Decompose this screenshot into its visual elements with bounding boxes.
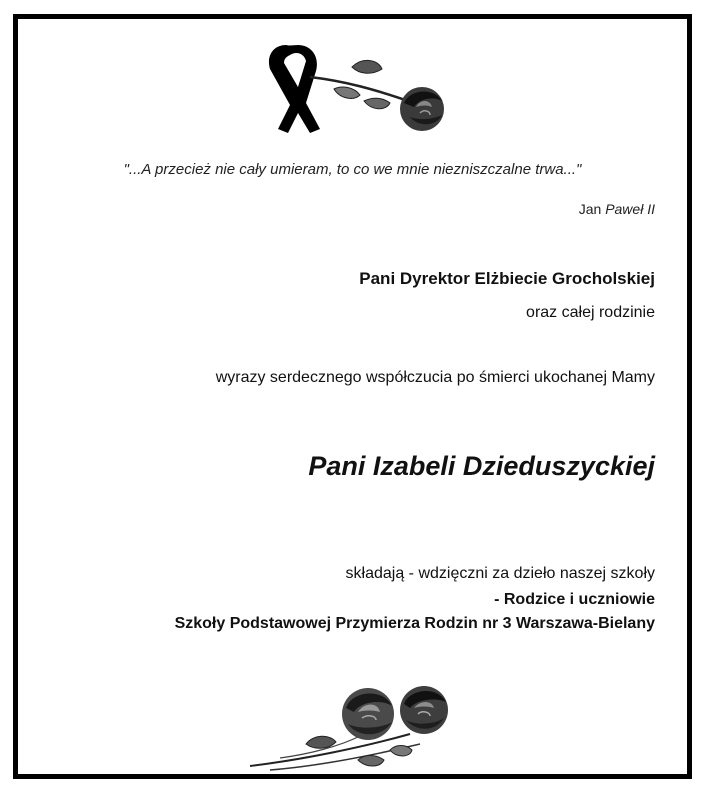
school-name: Szkoły Podstawowej Przymierza Rodzin nr 3 Warszawa-Bielany [174,615,655,632]
submitted-by-line: składają - wdzięczni za dzieło naszej szkoły [345,565,655,582]
quote-author [579,201,655,217]
deceased-name: Pani Izabeli Dzieduszyckiej [308,451,655,481]
quote-author-last: Paweł II [605,201,655,217]
memorial-quote: "...A przecież nie cały umieram, to co we mnie niezniszczalne trwa..." [123,161,582,178]
quote-author-first: Jan [578,201,606,217]
mourning-ribbon-with-rose-icon [214,37,484,147]
signers-line: - Rodzice i uczniowie [494,591,655,608]
addressee-name: Pani Dyrektor Elżbiecie Grocholskiej [359,269,655,288]
two-roses-icon [240,674,460,774]
addressee-family: oraz całej rodzinie [526,304,655,321]
condolence-card [13,14,692,779]
condolence-text: wyrazy serdecznego współczucia po śmierci ukochanej Mamy [215,369,655,386]
